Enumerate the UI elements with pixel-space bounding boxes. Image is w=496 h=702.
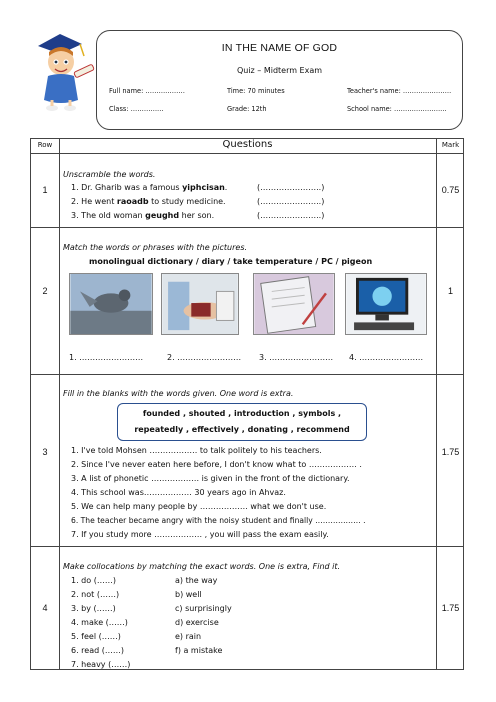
q3-item-5: 5. We can help many people by ……………… what we don't use. [71, 502, 327, 511]
q4-left-item: 1. do (……) [71, 576, 116, 585]
row-divider [31, 546, 463, 547]
q2-answer-2: 2. …………………… [167, 353, 242, 362]
column-divider [59, 139, 60, 669]
word-bank-box [117, 403, 367, 441]
q2-row-number: 2 [42, 286, 48, 296]
q4-right-item: b) well [175, 590, 202, 599]
q3-row-number: 3 [42, 447, 48, 457]
word-bank-line-1: founded , shouted , introduction , symbols , [142, 409, 342, 418]
q4-right-item: f) a mistake [175, 646, 223, 655]
q4-row-number: 4 [42, 603, 48, 613]
q1-item-3: 3. The old woman geughd her son. [71, 211, 215, 220]
q2-options: monolingual dictionary / diary / take temperature / PC / pigeon [89, 257, 373, 266]
q2-answer-3: 3. …………………… [259, 353, 334, 362]
exam-subtitle: Quiz – Midterm Exam [236, 66, 323, 75]
q3-item-2: 2. Since I've never eaten here before, I don't know what to ……………… . [71, 460, 362, 469]
row-divider [31, 227, 463, 228]
school-name-field: School name: …………………… [347, 105, 447, 113]
pigeon-picture [69, 273, 153, 335]
q1-item-2: 2. He went raoadb to study medicine. [71, 197, 226, 206]
q4-right-item: c) surprisingly [175, 604, 232, 613]
take-temperature-picture [161, 273, 239, 335]
q4-left-item: 3. by (……) [71, 604, 116, 613]
q3-item-3: 3. A list of phonetic ……………… is given in the front of the dictionary. [71, 474, 350, 483]
q1-mark: 0.75 [441, 185, 460, 195]
q1-blank-1: (…………………..) [257, 183, 325, 192]
q1-item-1: 1. Dr. Gharib was a famous yiphcisan. [71, 183, 228, 192]
q3-item-4: 4. This school was……………… 30 years ago in Ahvaz. [71, 488, 286, 497]
q1-instruction: Unscramble the words. [63, 170, 156, 179]
column-divider [436, 139, 437, 669]
q4-mark: 1.75 [441, 603, 460, 613]
q2-instruction: Match the words or phrases with the pictures. [63, 243, 248, 252]
q2-mark: 1 [447, 286, 453, 296]
q4-left-item: 6. read (……) [71, 646, 124, 655]
row-divider [31, 153, 463, 154]
page-title: IN THE NAME OF GOD [221, 42, 338, 54]
class-field: Class: …………… [109, 105, 164, 113]
graduate-mascot-image [30, 24, 100, 114]
word-bank-line-2: repeatedly , effectively , donating , recommend [134, 425, 350, 434]
q3-item-7: 7. If you study more ……………… , you will pass the exam easily. [71, 530, 329, 539]
teacher-name-field: Teacher's name: …………………. [347, 87, 452, 95]
diary-picture [253, 273, 335, 335]
q3-instruction: Fill in the blanks with the words given. One word is extra. [63, 389, 294, 398]
q3-mark: 1.75 [441, 447, 460, 457]
grade-field: Grade: 12th [227, 105, 267, 113]
pc-picture [345, 273, 427, 335]
row-divider [31, 374, 463, 375]
q4-right-item: d) exercise [175, 618, 219, 627]
q1-blank-2: (…………………..) [257, 197, 325, 206]
q4-left-item: 2. not (……) [71, 590, 120, 599]
questions-table [30, 138, 464, 670]
q1-row-number: 1 [42, 185, 48, 195]
exam-header-box [96, 30, 463, 130]
time-field: Time: 70 minutes [227, 87, 285, 95]
header-row: Row [37, 141, 53, 149]
q4-right-item: a) the way [175, 576, 218, 585]
q4-left-item: 7. heavy (……) [71, 660, 131, 669]
q2-answer-4: 4. …………………… [349, 353, 424, 362]
q4-instruction: Make collocations by matching the exact words. One is extra, Find it. [63, 562, 341, 571]
q4-left-item: 5. feel (……) [71, 632, 121, 641]
q2-answer-1: 1. …………………… [69, 353, 144, 362]
q3-item-6: 6. The teacher became angry with the noisy student and finally ……………… . [71, 516, 366, 525]
q3-item-1: 1. I've told Mohsen ……………… to talk politely to his teachers. [71, 446, 322, 455]
full-name-field: Full name: ……………… [109, 87, 185, 95]
q4-right-item: e) rain [175, 632, 202, 641]
header-mark: Mark [441, 141, 460, 149]
q4-left-item: 4. make (……) [71, 618, 128, 627]
header-questions: Questions [222, 139, 273, 150]
q1-blank-3: (…………………..) [257, 211, 325, 220]
